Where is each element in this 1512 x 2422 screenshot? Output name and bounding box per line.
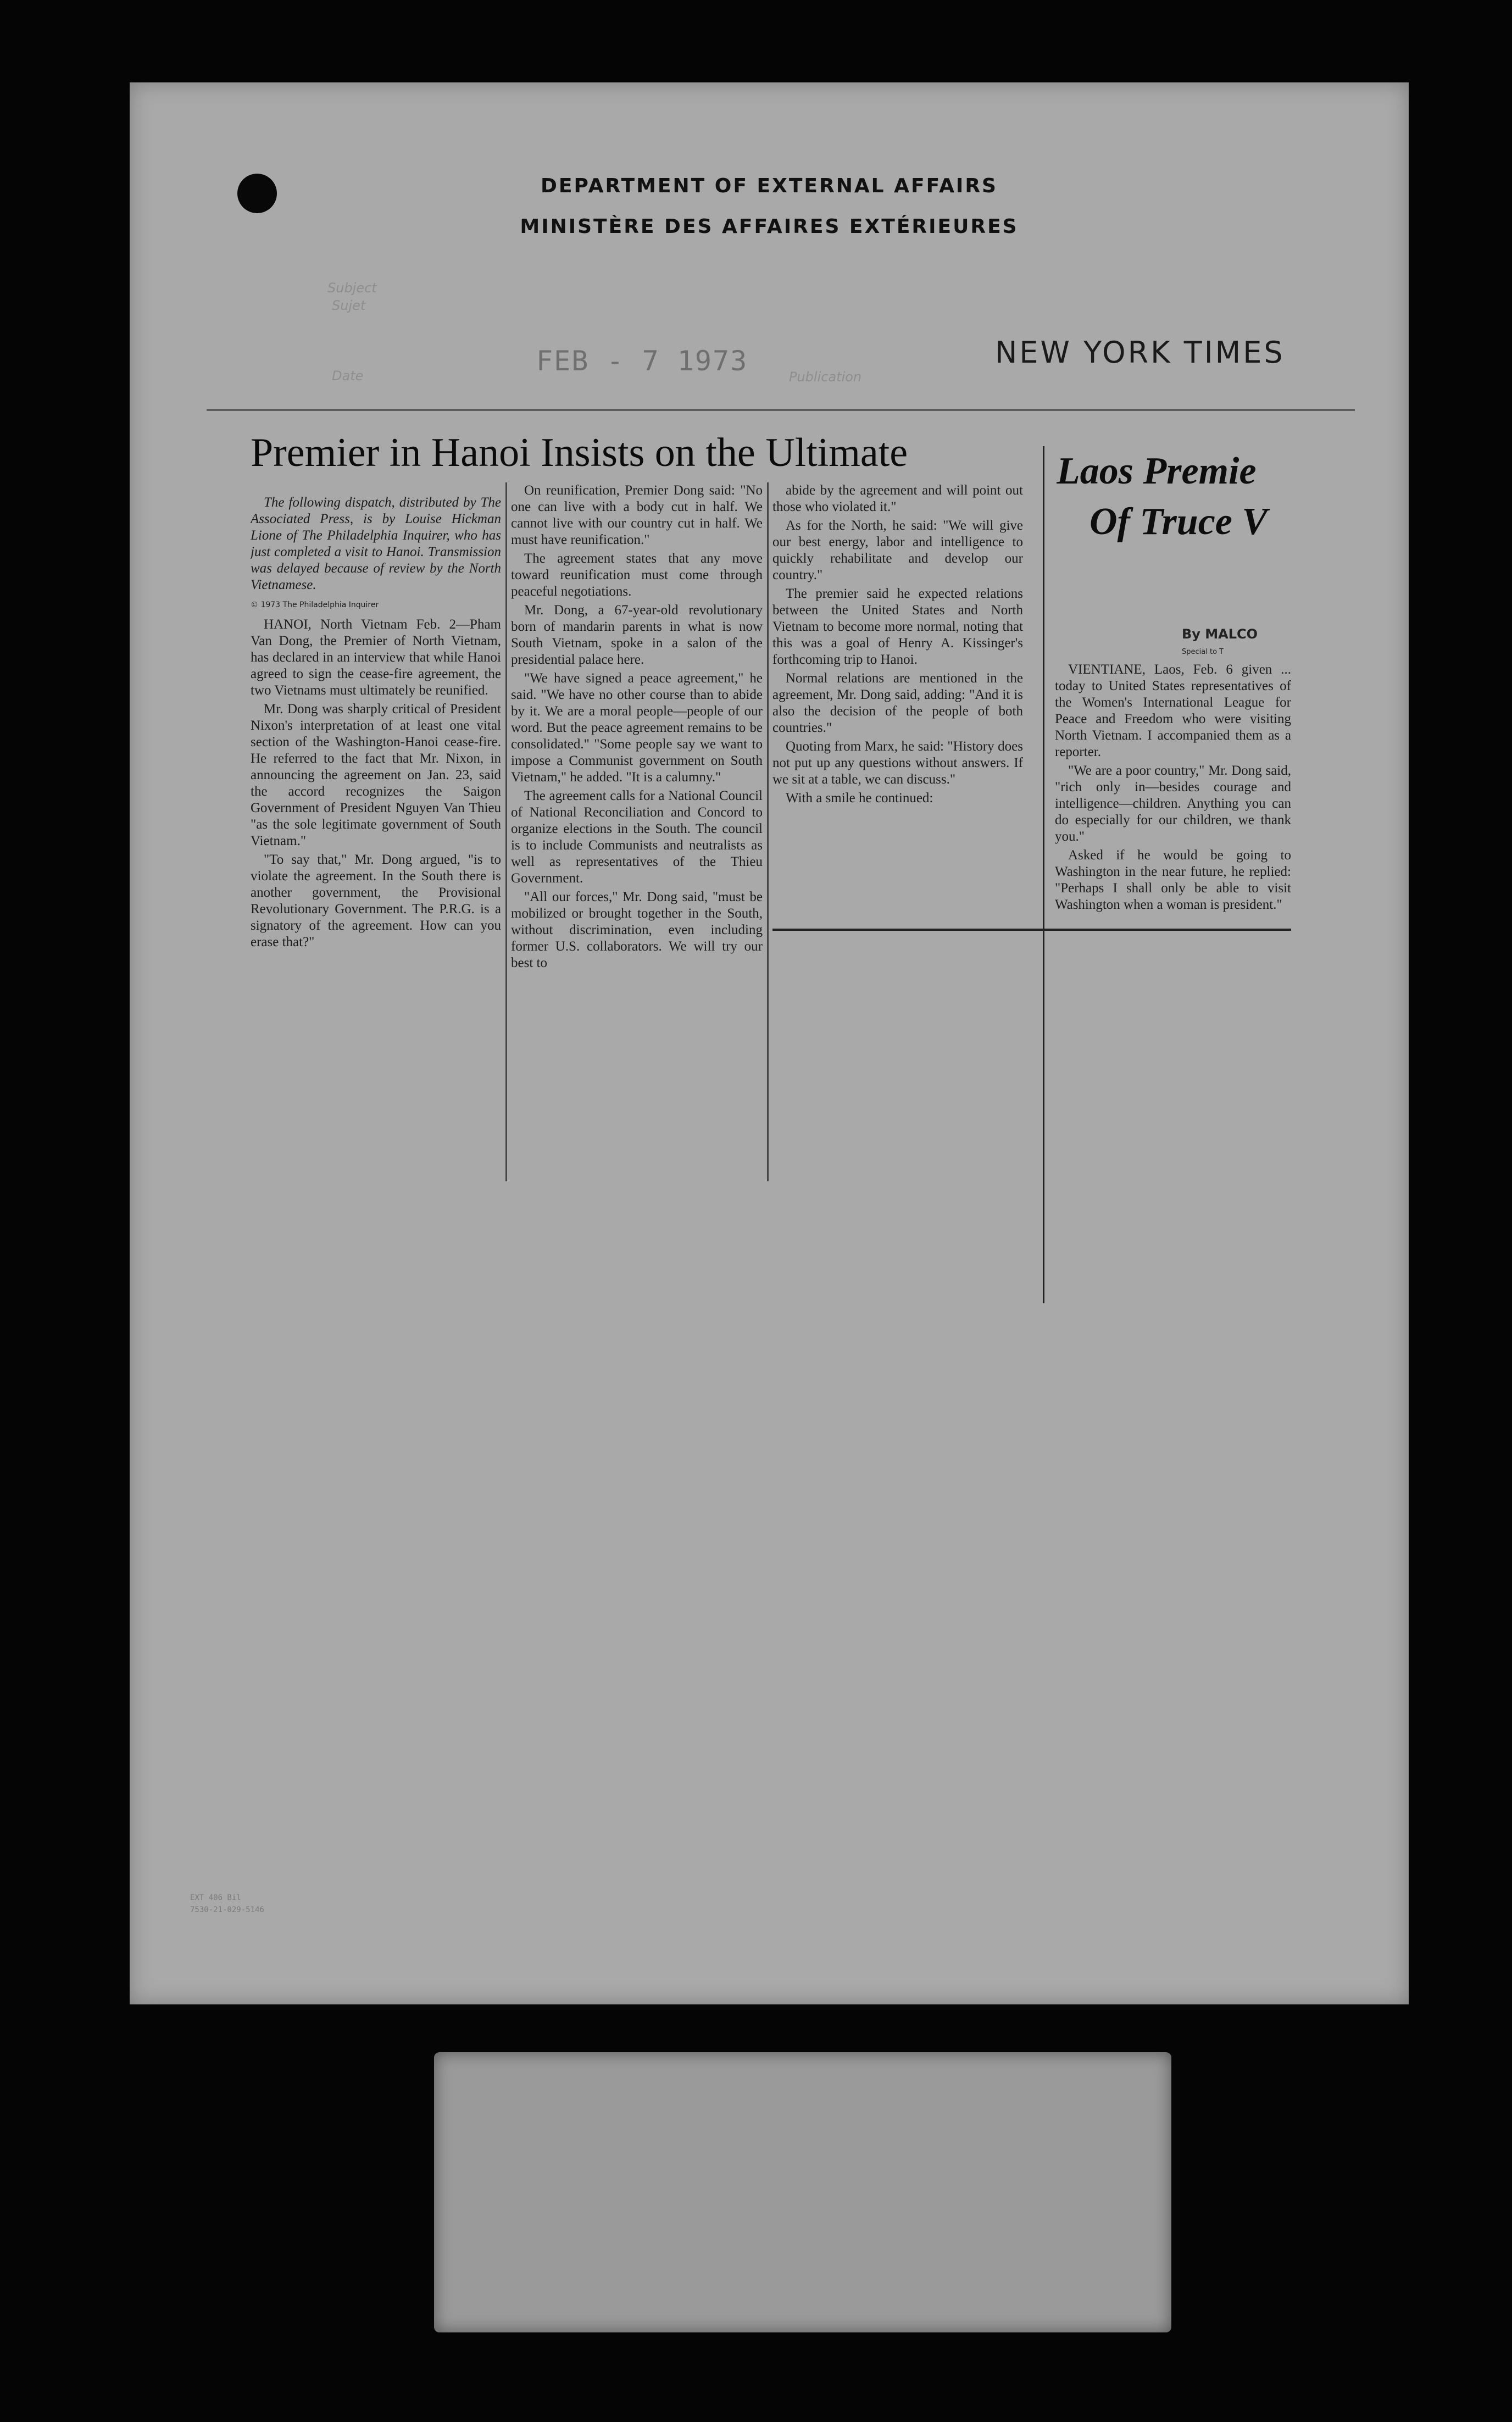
article-paragraph: VIENTIANE, Laos, Feb. 6 given ... today to United States representatives of the Women's International League for Peace and Freedom who were visiting North Vietnam. I accompanied them as a reporter. [1055,662,1291,759]
file-tab-blank [434,2052,1171,2332]
article-paragraph: Asked if he would be going to Washington in the near future, he replied: "Perhaps I shall only be able to visit Washington when a woman is president." [1055,848,1291,912]
byline-name: By MALCO [1182,626,1258,642]
second-article-byline [1182,626,1258,657]
subject-label-fr: Sujet [332,298,366,313]
article-paragraph: "We have signed a peace agreement," he said. "We have no other course than to abide by it. We are a moral people—people of our word. But the peace agreement remains to be consolidated." "Some people say we want to impose a Communist government on South Vietnam," he added. "It is a calumny." [511,671,763,785]
subject-label: Subject [327,280,377,296]
publication-name: NEW YORK TIMES [995,335,1285,370]
article-column-2 [511,482,763,1181]
column-divider [767,482,769,1181]
article-paragraph: As for the North, he said: "We will give our best energy, labor and intelligence to quickly rehabilitate and develop our country." [772,518,1023,582]
article-paragraph: The premier said he expected relations between the United States and North Vietnam to become more normal, noting that this was a goal of Henry A. Kissinger's forthcoming trip to Hanoi. [772,586,1023,667]
article-paragraph: On reunification, Premier Dong said: "No one can live with a body cut in half. We cannot live with our country cut in half. We must have reunification." [511,483,763,547]
second-headline-line-1: Laos Premie [1057,450,1257,492]
department-name-en: DEPARTMENT OF EXTERNAL AFFAIRS [541,175,998,197]
article-paragraph: Normal relations are mentioned in the agreement, Mr. Dong said, adding: "And it is also the decision of the people of both countries." [772,671,1023,735]
form-code-2: 7530-21-029-5146 [190,1906,264,1914]
second-article-headline [1057,446,1293,547]
department-name-fr: MINISTÈRE DES AFFAIRES EXTÉRIEURES [520,215,1019,238]
form-code-1: EXT 406 Bil [190,1893,241,1902]
article-paragraph: The agreement calls for a National Council of National Reconciliation and Concord to organize elections in the South. The council is to include Communists and neutralists as well as representatives of the Thieu Government. [511,788,763,886]
second-article-column [1055,662,1291,936]
article-headline: Premier in Hanoi Insists on the Ultimate [251,430,908,475]
clipping-bottom-rule [772,929,1291,931]
header-rule [207,409,1355,411]
publication-label: Publication [789,369,862,385]
article-paragraph: The agreement states that any move toward reunification must come through peaceful negotiations. [511,551,763,599]
newspaper-clipping [251,430,1291,1292]
copyright-line: © 1973 The Philadelphia Inquirer [251,601,379,609]
clipping-sheet [130,82,1409,2004]
byline-sub: Special to T [1182,648,1224,656]
article-paragraph: With a smile he continued: [786,791,933,806]
article-paragraph: Mr. Dong was sharply critical of President Nixon's interpretation of at least one vital section of the Washington-Hanoi cease-fire. He referred to the fact that Mr. Nixon, in announcing the agreement on Jan. 23, said the accord recognizes the Saigon Government of President Nguyen Van Thieu "as the sole legitimate government of South Vietnam." [251,702,501,848]
article-column-1 [251,495,501,1181]
article-column-3 [772,482,1023,922]
article-intro: The following dispatch, distributed by The Associated Press, is by Louise Hickman Lione of The Philadelphia Inquirer, who has just completed a visit to Hanoi. Transmission was delayed because of review by the North Vietnamese. [251,495,501,592]
second-headline-line-2: Of Truce V [1089,501,1268,543]
column-divider [505,482,507,1181]
article-paragraph: Mr. Dong, a 67-year-old revolutionary born of mandarin parents in what is now South Vietnam, spoke in a salon of the presidential palace here. [511,603,763,667]
date-stamp: FEB - 7 1973 [536,345,748,377]
article-paragraph: "To say that," Mr. Dong argued, "is to violate the agreement. In the South there is another government, the Provisional Revolutionary Government. The P.R.G. is a signatory of the agreement. How can you erase that?" [251,852,501,949]
date-label: Date [332,368,364,384]
article-paragraph: "We are a poor country," Mr. Dong said, "rich only in—besides courage and intelligence—children. Anything you can do especially for our children, we thank you." [1055,763,1291,844]
article-paragraph: "All our forces," Mr. Dong said, "must be mobilized or brought together in the South, without discrimination, even including former U.S. collaborators. We will try our best to [511,890,763,970]
article-paragraph: Quoting from Marx, he said: "History does not put up any questions without answers. If we sit at a table, we can discuss." [772,739,1023,787]
article-paragraph: HANOI, North Vietnam Feb. 2—Pham Van Dong, the Premier of North Vietnam, has declared in an interview that while Hanoi agreed to sign the cease-fire agreement, the two Vietnams must ultimately be reunified. [251,617,501,698]
article-paragraph: abide by the agreement and will point out those who violated it." [772,483,1023,514]
